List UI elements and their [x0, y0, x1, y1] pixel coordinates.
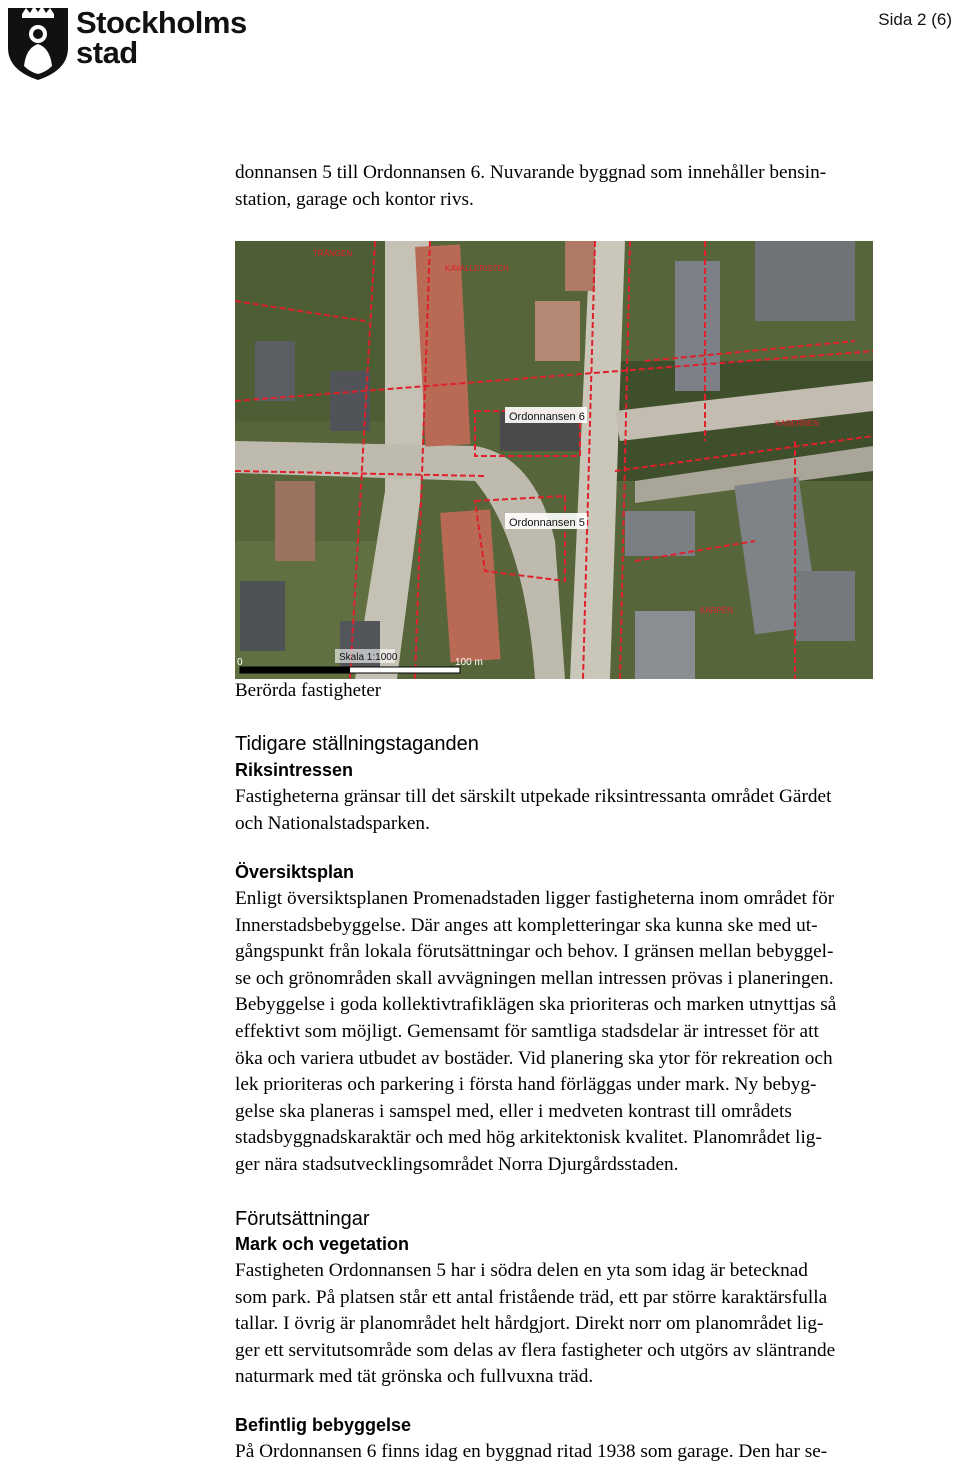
page-indicator: Sida 2 (6) — [878, 10, 952, 29]
stockholms-stad-logo — [6, 4, 247, 82]
text-line: se och grönområden skall avvägningen mellan intressen prövas i planeringen. — [235, 967, 834, 989]
crown-shield-icon — [6, 4, 70, 82]
text-line: lek prioriteras och parkering i första hand förläggas under mark. Ny bebyg- — [235, 1074, 817, 1096]
text-line: som park. På platsen står ett antal fristående träd, ett par större karaktärsfulla — [235, 1286, 828, 1308]
text-line: naturmark med tät grönska och fullvuxna träd. — [235, 1366, 594, 1388]
map-caption: Berörda fastigheter — [235, 680, 382, 701]
text-line: gångspunkt från lokala förutsättningar och behov. I gränsen mellan bebyggel- — [235, 941, 834, 963]
text-line: och Nationalstadsparken. — [235, 812, 430, 834]
intro-paragraph — [235, 160, 960, 213]
text-line: Fastigheterna gränsar till det särskilt utpekade riksintressanta området Gärdet — [235, 786, 832, 807]
text-line: ger ett servitutsområde som delas av flera fastigheter och utgörs av släntrande — [235, 1339, 836, 1361]
heading-riksintressen: Riksintressen — [235, 760, 354, 780]
heading-oversiktsplan: Översiktsplan — [235, 862, 355, 882]
map-label-trangen: TRÄNGEN — [313, 249, 353, 258]
riksintressen-paragraph — [235, 784, 960, 837]
oversiktsplan-paragraph — [235, 886, 960, 1179]
mark-paragraph — [235, 1258, 960, 1391]
text-line: tallar. I övrig är planområdet helt hårdgjort. Direkt norr om planområdet lig- — [235, 1313, 824, 1335]
map-scale-zero: 0 — [237, 657, 243, 668]
text-line: ger nära stadsutvecklingsområdet Norra Djurgårdsstaden. — [235, 1153, 679, 1175]
aerial-map-image — [235, 241, 873, 679]
map-label-kasernen: KASERNEN — [775, 419, 820, 428]
text-line: På Ordonnansen 6 finns idag en byggnad ritad 1938 som garage. Den har se- — [235, 1441, 828, 1462]
text-line: öka och variera utbudet av bostäder. Vid planering ska ytor för rekreation och — [235, 1047, 833, 1069]
map-scale-text: Skala 1:1000 — [339, 652, 398, 663]
logo-text-line1: Stockholms — [76, 5, 247, 40]
section-title-prior: Tidigare ställningstaganden — [235, 733, 479, 755]
text-line: gelse ska planeras i samspel med, eller i medveten kontrast till områdets — [235, 1100, 792, 1122]
heading-befintlig-bebyggelse: Befintlig bebyggelse — [235, 1415, 412, 1435]
map-label-ordonnansen6: Ordonnansen 6 — [509, 411, 585, 423]
intro-line: station, garage och kontor rivs. — [235, 188, 474, 210]
heading-mark-och-vegetation: Mark och vegetation — [235, 1234, 410, 1254]
intro-line: donnansen 5 till Ordonnansen 6. Nuvarande byggnad som innehåller bensin- — [235, 162, 827, 183]
text-line: Bebyggelse i goda kollektivtrafiklägen ska prioriteras och marken utnyttjas så — [235, 994, 837, 1016]
map-label-ordonnansen5: Ordonnansen 5 — [509, 517, 585, 529]
map-label-kavalleristen: KAVALLERISTEN — [445, 264, 509, 273]
logo-text-line2: stad — [76, 35, 138, 70]
text-line: stadsbyggnadskaraktär och med hög arkitektonisk kvalitet. Planområdet lig- — [235, 1127, 822, 1149]
map-label-karpen: KARPEN — [700, 606, 733, 615]
befintlig-paragraph — [235, 1439, 960, 1466]
section-title-conditions: Förutsättningar — [235, 1208, 370, 1230]
text-line: Enligt översiktsplanen Promenadstaden ligger fastigheterna inom området för — [235, 888, 835, 909]
text-line: effektivt som möjligt. Gemensamt för samtliga stadsdelar är intresset för att — [235, 1020, 819, 1042]
text-line: Innerstadsbebyggelse. Där anges att kompletteringar ska kunna ske med ut- — [235, 914, 818, 936]
text-line: Fastigheten Ordonnansen 5 har i södra delen en yta som idag är betecknad — [235, 1260, 808, 1281]
map-scale-end: 100 m — [455, 657, 483, 668]
